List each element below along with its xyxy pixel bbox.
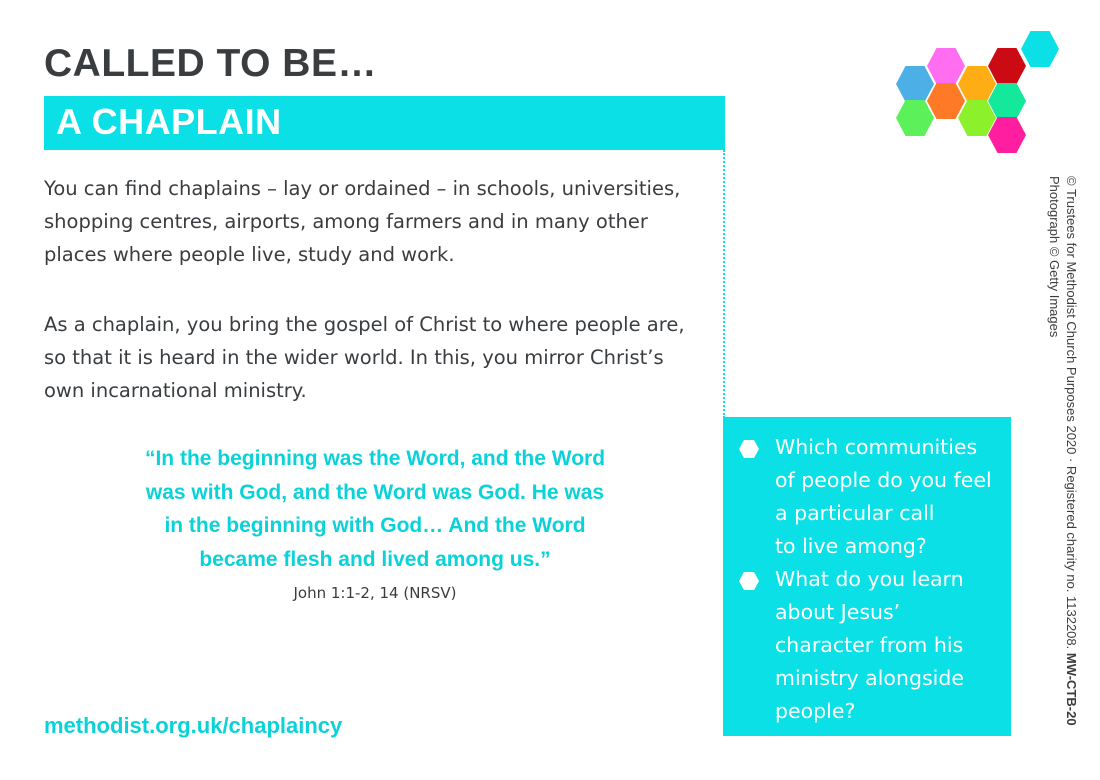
quote-line: was with God, and the Word was God. He was [145,480,605,504]
question-line: ministry alongside [775,666,964,690]
scripture-citation: John 1:1-2, 14 (NRSV) [293,584,457,602]
hexagon-cluster-logo [895,28,1065,158]
logo-hexagon [958,66,996,102]
logo-hexagon [896,66,934,102]
logo-hexagon [988,48,1026,84]
logo-hexagon [988,83,1026,119]
quote-line: became flesh and lived among us.” [199,547,551,571]
question-line: a particular call [775,501,935,525]
question-line: of people do you feel [775,468,992,492]
intro-paragraph: You can find chaplains – lay or ordained – in schools, universities, shopping centres, airports, among farmers and in many other places where people live, study and work. [44,177,681,266]
logo-hexagon [927,48,965,84]
hexagon-bullet-icon [739,572,759,590]
logo-hexagon [896,100,934,136]
question-line: What do you learn [775,567,964,591]
quote-line: in the beginning with God… And the Word [164,514,586,537]
question-item [739,431,1001,563]
question-line: Which communities [775,435,978,459]
question-line: people? [775,699,856,723]
question-line: about Jesus’ [775,600,901,624]
reflection-questions-box [723,417,1011,736]
logo-hexagon [958,100,996,136]
scripture-quote [120,442,630,576]
page-title: A CHAPLAIN [56,101,282,142]
hexagon-bullet-icon [739,440,759,458]
chaplain-paragraph: As a chaplain, you bring the gospel of Christ to where people are, so that it is heard in the wider world. In this, you mirror Christ’s own incarnational ministry. [44,313,685,402]
page-heading: CALLED TO BE… [44,42,377,85]
resource-code: MW-CTB-20 [1064,652,1079,726]
logo-hexagon [988,117,1026,153]
title-banner [44,96,725,150]
quote-line: “In the beginning was the Word, and the Word [144,447,606,470]
dotted-divider [723,150,725,418]
photo-credit: Photograph © Getty Images [1047,176,1062,338]
logo-hexagon [927,83,965,119]
copyright-notice [1032,176,1080,736]
website-link[interactable]: methodist.org.uk/chaplaincy [44,713,343,738]
question-item [739,563,1001,728]
copyright-text: © Trustees for Methodist Church Purposes 2020 · Registered charity no. 1132208. [1064,176,1079,650]
copyright-line [1063,176,1080,736]
question-line: to live among? [775,534,927,558]
question-line: character from his [775,633,964,657]
logo-hexagon [1021,31,1059,67]
